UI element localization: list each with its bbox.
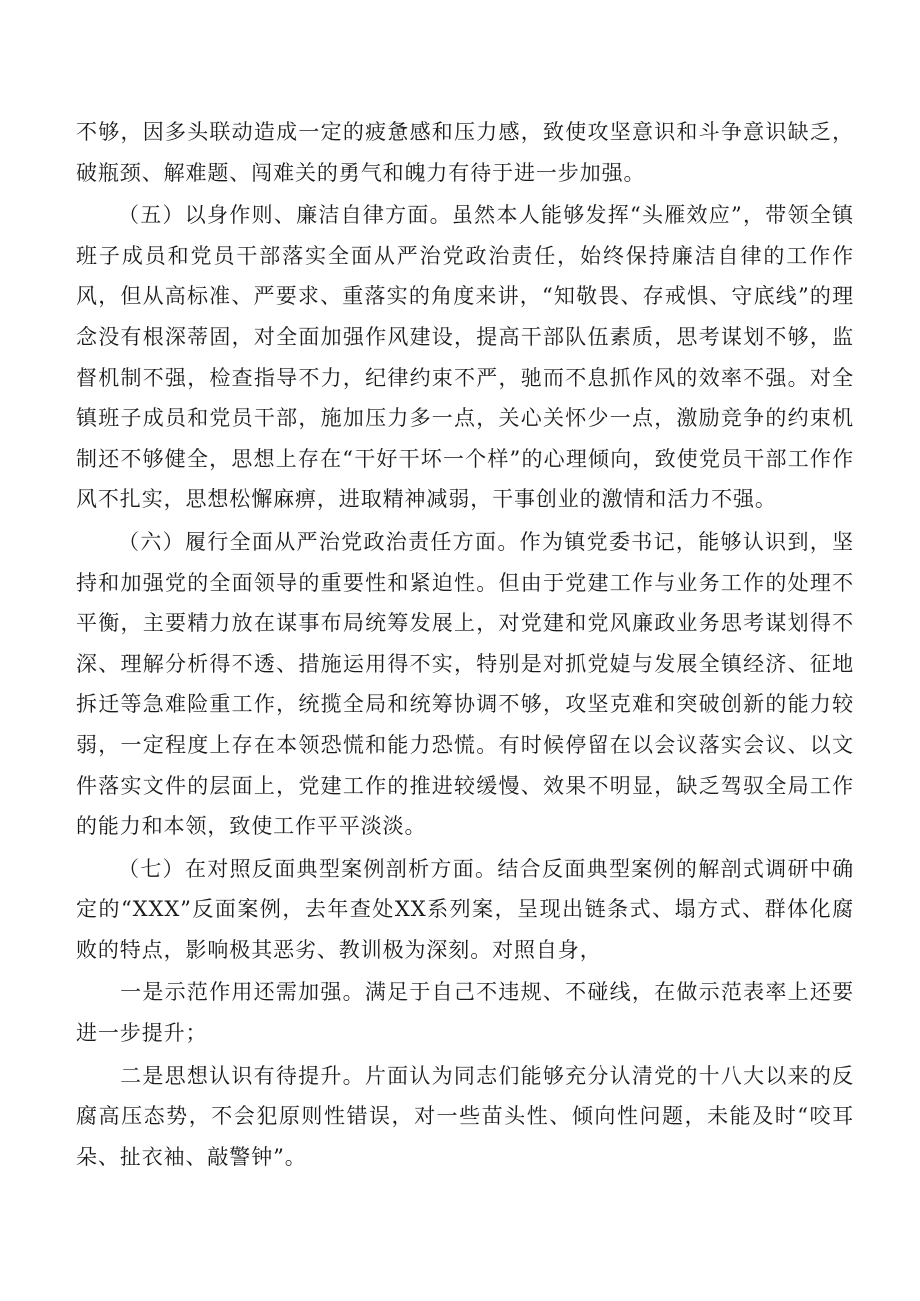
paragraph-section-6: （六）履行全面从严治党政治责任方面。作为镇党委书记，能够认识到，坚持和加强党的全面领导的重要性和紧迫性。但由于党建工作与业务工作的处理不平衡，主要精力放在谋事布局统筹发展上，对党建和党风廉政业务思考谋划得不深、理解分析得不透、措施运用得不实，特别是对抓党媫与发展全镇经济、征地拆迁等急难险重工作，统揽全局和统筹协调不够，攻坚克难和突破创新的能力较弱，一定程度上存在本领恐慌和能力恐慌。有时候停留在以会议落实会议、以文件落实文件的层面上，党建工作的推进较缓慢、效果不明显，缺乏驾驭全局工作的能力和本领，致使工作平平淡淡。 <box>76 529 854 839</box>
paragraph-point-1: 一是示范作用还需加强。满足于自己不违规、不碰线，在做示范表率上还要进一步提升； <box>76 980 854 1046</box>
paragraph-section-5: （五）以身作则、廉洁自律方面。虽然本人能够发挥“头雁效应”，带领全镇班子成员和党员干部落实全面从严治党政治责任，始终保持廉洁自律的工作作风，但从高标准、严要求、重落实的角度来讲，“知敬畏、存戒惧、守底线”的理念没有根深蒂固，对全面加强作风建设，提高干部队伍素质，思考谋划不够，监督机制不强，检查指导不力，纪律约束不严，驰而不息抓作风的效率不强。对全镇班子成员和党员干部，施加压力多一点，关心关怀少一点，激励竞争的约束机制还不够健全，思想上存在“干好干坏一个样”的心理倾向，致使党员干部工作作风不扎实，思想松懈麻痹，进取精神减弱，干事创业的激情和活力不强。 <box>76 203 854 512</box>
document-body <box>76 112 854 1179</box>
paragraph-section-7: （七）在对照反面典型案例剖析方面。结合反面典型案例的解剖式调研中确定的“XXX”反面案例，去年查处XX系列案，呈现出链条式、塌方式、群体化腐败的特点，影响极其恶劣、教训极为深刻。对照自身， <box>76 856 854 962</box>
paragraph-point-2: 二是思想认识有待提升。片面认为同志们能够充分认清党的十八大以来的反腐高压态势，不会犯原则性错误，对一些苗头性、倾向性问题，未能及时“咬耳朵、扯衣袖、敲警钟”。 <box>76 1063 854 1169</box>
paragraph-continuation: 不够，因多头联动造成一定的疲惫感和压力感，致使攻坚意识和斗争意识缺乏，破瓶颈、解难题、闯难关的勇气和魄力有待于进一步加强。 <box>76 120 854 185</box>
